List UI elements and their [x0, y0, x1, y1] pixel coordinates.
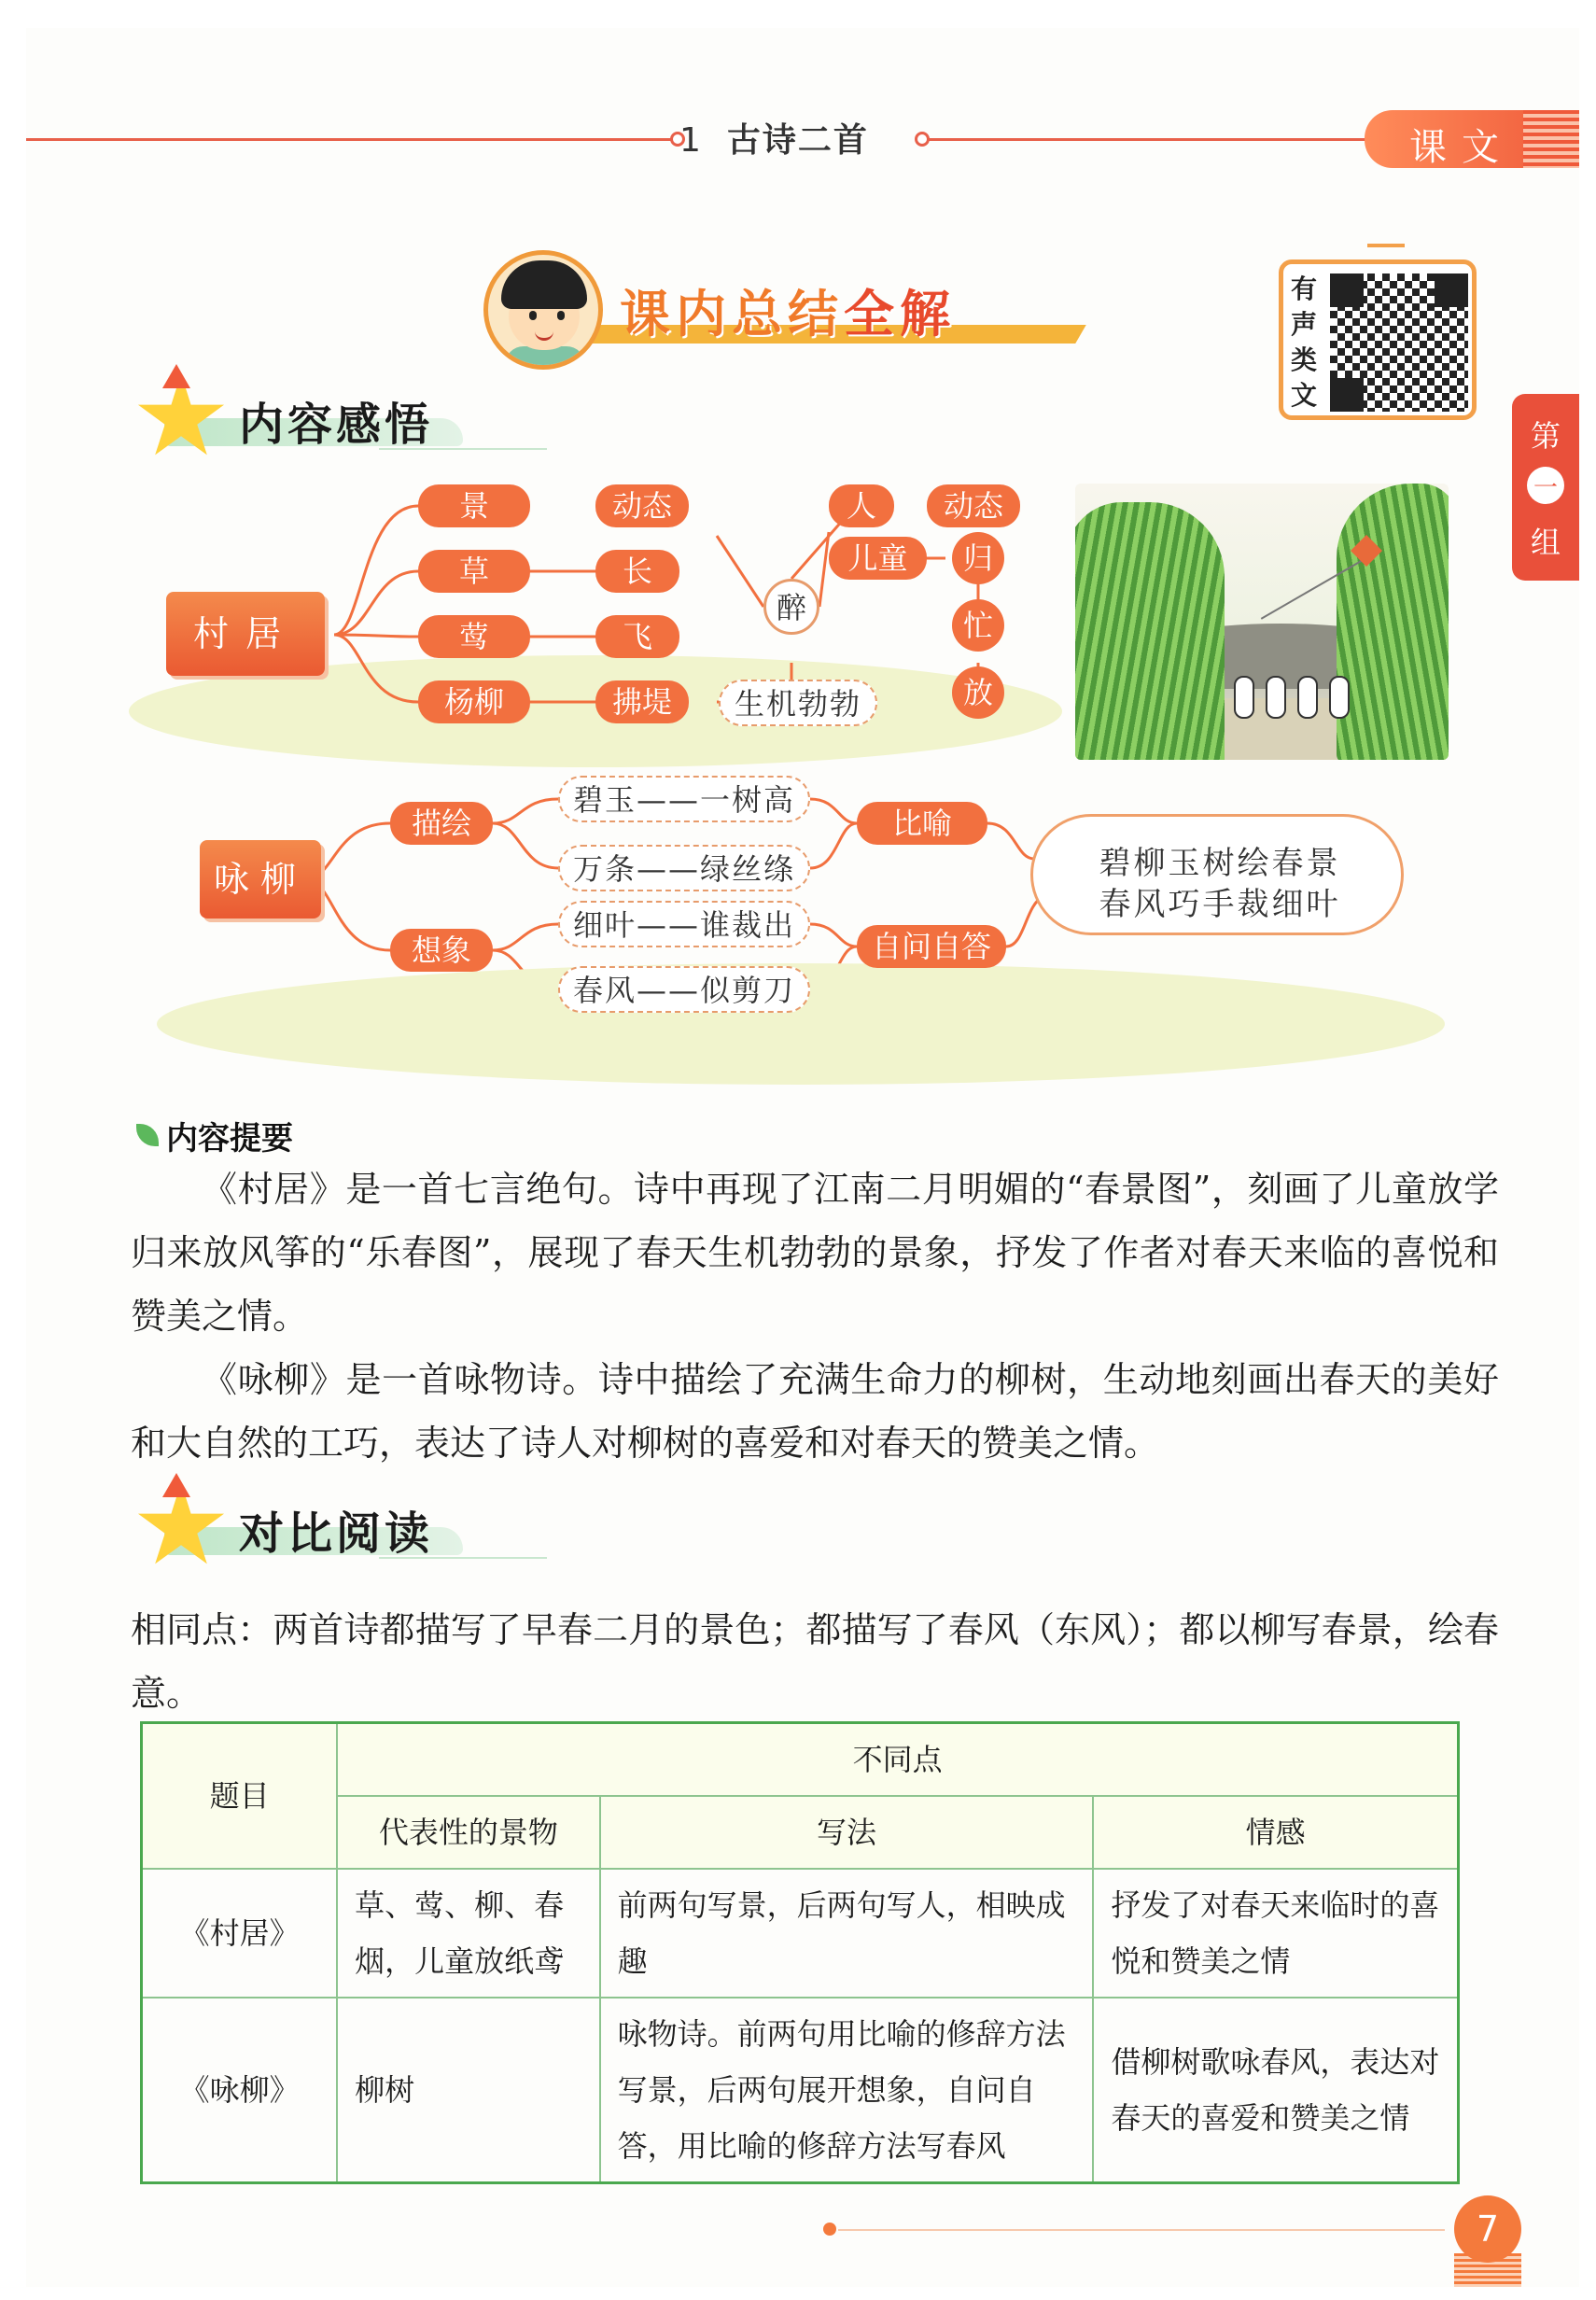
summary-cloud-line-2: 春风巧手裁细叶	[1099, 886, 1341, 923]
node-brush-bank: 拂堤	[595, 680, 689, 723]
willow-tree-right-icon	[1337, 484, 1449, 760]
summary-paragraph-2: 《咏柳》是一首咏物诗。诗中描绘了充满生命力的柳树，生动地刻画出春天的美好和大自然的工巧，表达了诗人对柳树的喜爱和对春天的赞美之情。	[131, 1359, 1499, 1464]
node-cunju-root: 村居	[166, 592, 325, 676]
node-children: 儿童	[829, 537, 927, 580]
section-title-content	[136, 364, 584, 457]
summary-cloud	[1030, 814, 1404, 935]
header-scenery: 代表性的景物	[337, 1796, 599, 1869]
row-method: 咏物诗。前两句用比喻的修辞方法写景，后两句展开想象，自问自答，用比喻的修辞方法写春风	[600, 1998, 1094, 2183]
table-row	[142, 1869, 1459, 1998]
row-title: 《村居》	[142, 1869, 338, 1998]
row-emotion: 抒发了对春天来临时的喜悦和赞美之情	[1093, 1869, 1458, 1998]
party-hat-icon	[162, 1473, 190, 1497]
node-grass: 草	[418, 550, 530, 593]
child-figure	[1297, 676, 1318, 719]
row-title: 《咏柳》	[142, 1998, 338, 2183]
node-line-3: 细叶——谁裁出	[558, 901, 810, 947]
lesson-title: 古诗二首	[726, 121, 869, 160]
node-line-4: 春风——似剪刀	[558, 966, 810, 1013]
side-tab-circle	[1527, 467, 1564, 504]
audio-qr-code[interactable]	[1279, 259, 1477, 420]
footer-rule	[838, 2229, 1445, 2231]
header-title: 题目	[142, 1723, 338, 1870]
node-metaphor: 比喻	[857, 802, 987, 845]
banner-title	[620, 274, 956, 346]
row-scenery: 柳树	[337, 1998, 599, 2183]
node-imagine: 想象	[390, 929, 493, 972]
summary-banner	[483, 250, 1099, 372]
banner-title-emph: 全解	[844, 285, 956, 344]
lesson-heading	[679, 114, 869, 161]
child-figure	[1329, 676, 1350, 719]
node-line-1: 碧玉——一树高	[558, 776, 810, 822]
willow-tree-left-icon	[1075, 502, 1225, 760]
unit-side-tab	[1512, 394, 1579, 581]
ribbon-label: 课文	[1409, 126, 1514, 169]
header-differences: 不同点	[337, 1723, 1458, 1797]
section-title: 内容感悟	[239, 399, 434, 451]
child-figure	[1266, 676, 1286, 719]
header-method: 写法	[600, 1796, 1094, 1869]
row-method: 前两句写景，后两句写人，相映成趣	[600, 1869, 1094, 1998]
banner-title-main: 课内总结	[620, 285, 844, 344]
node-scenery: 景	[418, 484, 530, 527]
node-people: 人	[829, 484, 894, 527]
node-willow: 杨柳	[418, 680, 530, 723]
qr-code-icon	[1330, 273, 1468, 412]
node-dynamic-scenery: 动态	[595, 484, 689, 527]
node-fly-kite: 放	[952, 666, 1004, 719]
node-return: 归	[952, 532, 1004, 584]
lesson-number: 1	[679, 121, 703, 160]
table-row	[142, 1998, 1459, 2183]
header-emotion: 情感	[1093, 1796, 1458, 1869]
ribbon-stripes	[1523, 110, 1579, 168]
tv-antenna-icon	[1367, 244, 1405, 262]
node-line-2: 万条——绿丝绦	[558, 845, 810, 891]
footer-dot	[823, 2223, 836, 2236]
kite-flying-illustration	[1075, 484, 1449, 760]
party-hat-icon	[162, 364, 190, 388]
node-drunk: 醉	[763, 579, 819, 635]
summary-cloud-line-1: 碧柳玉树绘春景	[1099, 845, 1341, 882]
section-title: 对比阅读	[239, 1508, 434, 1560]
node-dynamic-people: 动态	[927, 484, 1020, 527]
node-self-qa: 自问自答	[857, 925, 1006, 968]
section-title-compare	[136, 1473, 584, 1566]
textbook-page	[26, 28, 1579, 2287]
node-oriole: 莺	[418, 615, 530, 658]
side-tab-top: 第	[1530, 418, 1561, 454]
side-tab-bottom: 组	[1530, 525, 1561, 560]
node-depict: 描绘	[390, 802, 493, 845]
row-emotion: 借柳树歌咏春风，表达对春天的喜爱和赞美之情	[1093, 1998, 1458, 2183]
summary-heading: 内容提要	[166, 1120, 293, 1157]
comparison-table	[140, 1721, 1460, 2184]
header-rule-left	[26, 138, 679, 141]
boy-avatar-icon	[483, 250, 603, 370]
page-number: 7	[1454, 2195, 1521, 2263]
section-ribbon	[1365, 110, 1579, 168]
summary-paragraph-1: 《村居》是一首七言绝句。诗中再现了江南二月明媚的“春景图”，刻画了儿童放学归来放风筝的“乐春图”，展现了春天生机勃勃的景象，抒发了作者对春天来临的喜悦和赞美之情。	[131, 1169, 1499, 1337]
header-rule-right	[928, 138, 1366, 141]
side-tab-middle: 一	[1533, 474, 1558, 502]
leaf-icon	[136, 1124, 159, 1146]
table-subheader-row	[142, 1796, 1459, 1869]
row-scenery: 草、莺、柳、春烟，儿童放纸鸢	[337, 1869, 599, 1998]
similarity-text: 相同点：两首诗都描写了早春二月的景色；都描写了春风（东风）；都以柳写春景，绘春意。	[131, 1609, 1499, 1714]
node-yongliu-root: 咏柳	[200, 840, 321, 919]
node-busy: 忙	[952, 599, 1004, 652]
node-grow: 长	[595, 550, 679, 593]
qr-label: 有声类文	[1291, 273, 1318, 411]
node-vitality: 生机勃勃	[719, 680, 877, 726]
node-fly: 飞	[595, 615, 679, 658]
child-figure	[1234, 676, 1254, 719]
table-header-row	[142, 1723, 1459, 1797]
